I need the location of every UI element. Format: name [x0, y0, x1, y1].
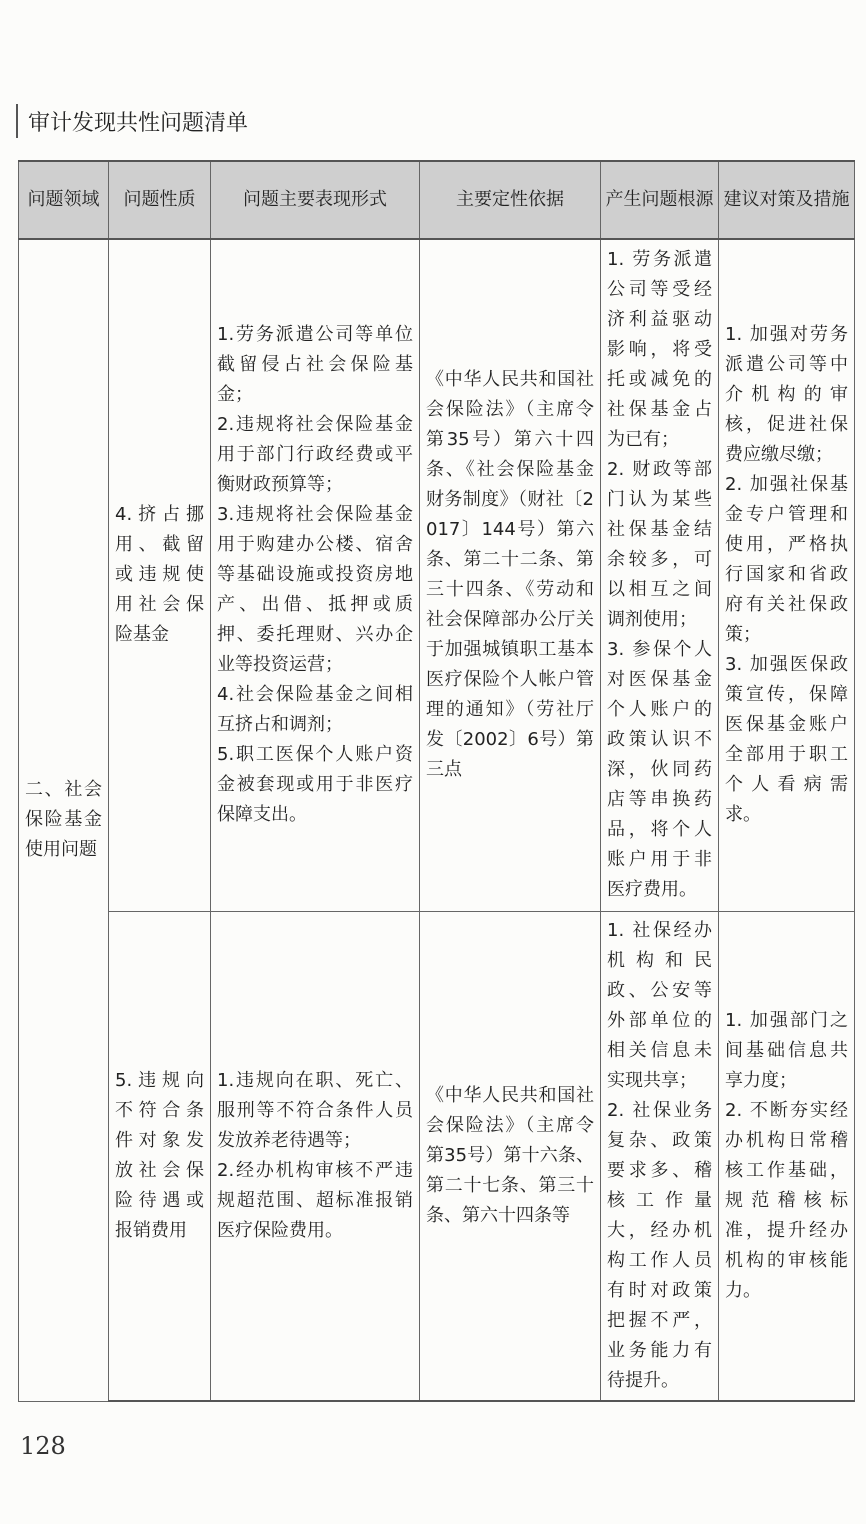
column-header: 主要定性依据 [420, 161, 601, 239]
causes-cell [601, 911, 719, 1401]
forms-cell [211, 239, 420, 911]
forms-cell [211, 911, 420, 1401]
basis-text: 《中华人民共和国社会保险法》（主席令第35号）第六十四条、《社会保险基金财务制度》（财社〔2017〕144号）第六条、第二十二条、第三十四条、《劳动和社会保障部办公厅关于加强城镇职工基本医疗保险个人帐户管理的通知》（劳社厅发〔2002〕6号）第三点 [426, 369, 594, 781]
table-header-row [19, 161, 855, 239]
column-header: 产生问题根源 [601, 161, 719, 239]
basis-cell [420, 239, 601, 911]
basis-text: 《中华人民共和国社会保险法》（主席令第35号）第十六条、第二十七条、第三十条、第六十四条等 [426, 1084, 594, 1226]
column-header: 问题主要表现形式 [211, 161, 420, 239]
basis-cell [420, 911, 601, 1401]
page-number: 128 [20, 1432, 66, 1460]
table-row [19, 239, 855, 911]
causes-text: 1. 劳务派遣公司等受经济利益驱动影响，将受托或减免的社保基金占为已有； 2. 财政等部门认为某些社保基金结余较多，可以相互之间调剂使用； 3. 参保个人对医保基金个人账户的政策认识不深，伙同药店等串换药品，将个人账户用于非医疗费用。 [607, 249, 712, 901]
causes-cell [601, 239, 719, 911]
measures-cell [719, 911, 855, 1401]
measures-text: 1. 加强对劳务派遣公司等中介机构的审核，促进社保费应缴尽缴； 2. 加强社保基金专户管理和使用，严格执行国家和省政府有关社保政策； 3. 加强医保政策宣传，保障医保基金账户全部用于职工个人看病需求。 [725, 324, 848, 826]
column-header: 问题领域 [19, 161, 109, 239]
causes-text: 1. 社保经办机构和民政、公安等外部单位的相关信息未实现共享； 2. 社保业务复杂、政策要求多、稽核工作量大，经办机构工作人员有时对政策把握不严，业务能力有待提升。 [607, 919, 712, 1391]
problem-list-table [18, 160, 855, 1402]
table-row [19, 911, 855, 1401]
forms-text: 1.劳务派遣公司等单位截留侵占社会保险基金； 2.违规将社会保险基金用于部门行政经费或平衡财政预算等； 3.违规将社会保险基金用于购建办公楼、宿舍等基础设施或投资房地产、出借、抵押或质押、委托理财、兴办企业等投资运营； 4.社会保险基金之间相互挤占和调剂； 5.职工医保个人账户资金被套现或用于非医疗保障支出。 [217, 324, 413, 826]
measures-text: 1. 加强部门之间基础信息共享力度； 2. 不断夯实经办机构日常稽核工作基础，规范稽核标准，提升经办机构的审核能力。 [725, 1009, 848, 1301]
nature-cell: 5.违规向不符合条件对象发放社会保险待遇或报销费用 [109, 911, 211, 1401]
column-header: 问题性质 [109, 161, 211, 239]
nature-cell: 4.挤占挪用、截留或违规使用社会保险基金 [109, 239, 211, 911]
forms-text: 1.违规向在职、死亡、服刑等不符合条件人员发放养老待遇等； 2.经办机构审核不严违规超范围、超标准报销医疗保险费用。 [217, 1069, 413, 1241]
measures-cell [719, 239, 855, 911]
section-title: 审计发现共性问题清单 [28, 110, 249, 136]
domain-cell: 二、社会保险基金使用问题 [19, 239, 109, 1401]
section-header [16, 104, 248, 138]
column-header: 建议对策及措施 [719, 161, 855, 239]
